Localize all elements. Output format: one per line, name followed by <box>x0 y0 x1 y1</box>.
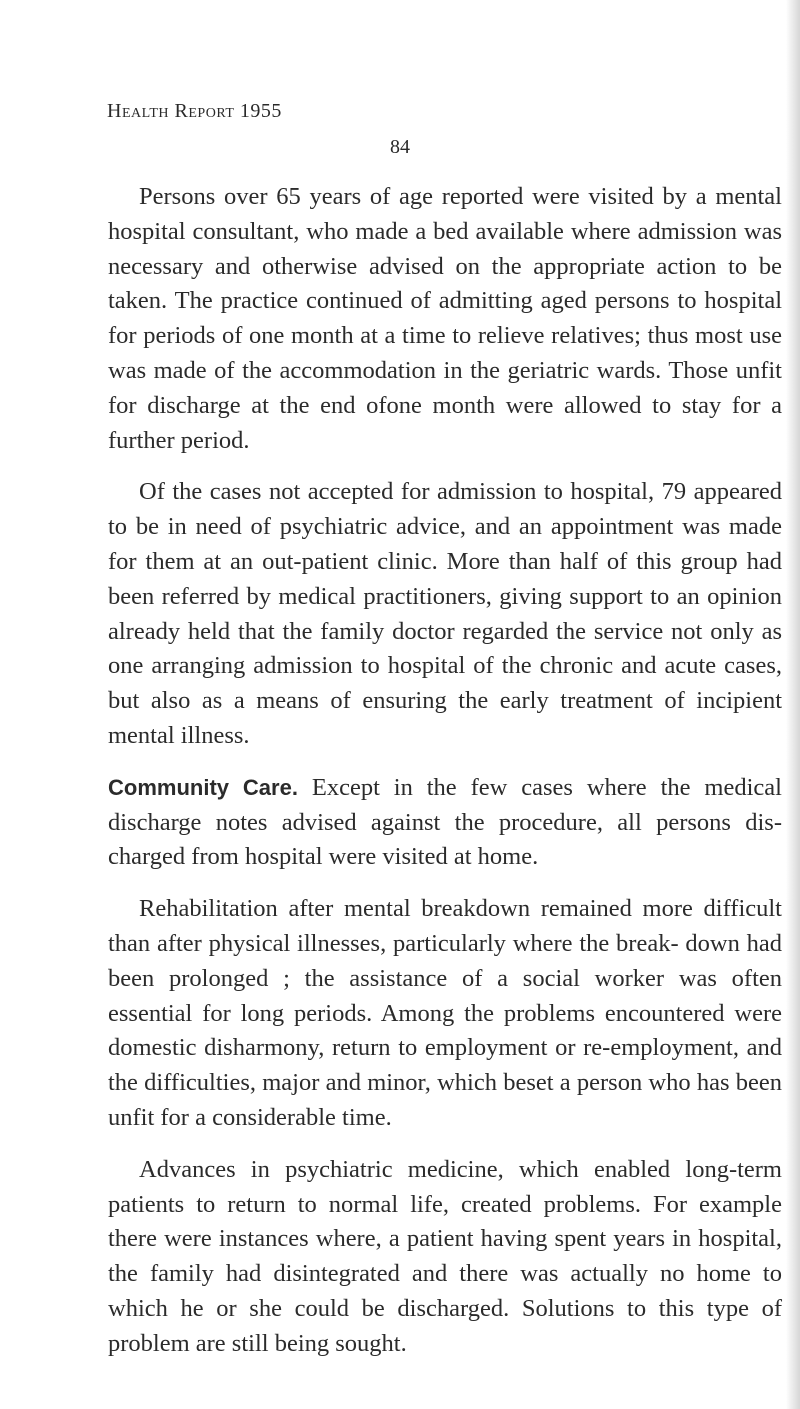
body-text <box>108 180 782 1379</box>
running-header: Health Report 1955 <box>107 100 282 122</box>
page-number: 84 <box>390 136 410 158</box>
community-care-text: Except in the few cases where the medical discharge notes advised against the procedure, all persons dis- charged from hospital were visited at home. <box>108 773 782 871</box>
paragraph-community-care <box>108 771 782 875</box>
paragraph-rehabilitation: Rehabilitation after mental breakdown remained more difficult than after physical illnesses, particularly where the break- down had been prolonged ; the assistance of a social worker was often essential for long periods. Among the problems encountered were domestic disharmony, return to employment or re-employment, and the difficulties, major and minor, which beset a person who has been unfit for a considerable time. <box>108 895 782 1131</box>
paragraph-advances: Advances in psychiatric medicine, which enabled long-term patients to return to normal life, created problems. For example there were instances where, a patient having spent years in hospital, the family had disintegrated and there was actually no home to which he or she could be discharged. Solutions to this type of problem are still being sought. <box>108 1155 782 1357</box>
page-edge-shadow <box>786 0 800 1409</box>
paragraph-aged-persons: Persons over 65 years of age reported were visited by a mental hospital consultant, who made a bed available where admission was necessary and otherwise advised on the appropriate action to be taken. The practice continued of admitting aged persons to hospital for periods of one month at a time to relieve relatives; thus most use was made of the accommodation in the geriatric wards. Those unfit for discharge at the end ofone month were allowed to stay for a further period. <box>108 183 782 454</box>
community-care-heading: Community Care. <box>108 774 298 800</box>
paragraph-psychiatric-advice: Of the cases not accepted for admission to hospital, 79 appeared to be in need of psychiatric advice, and an appointment was made for them at an out-patient clinic. More than half of this group had been referred by medical practitioners, giving support to an opinion already held that the family doctor regarded the service not only as one arranging admission to hospital of the chronic and acute cases, but also as a means of ensuring the early treatment of incipient mental illness. <box>108 478 782 749</box>
